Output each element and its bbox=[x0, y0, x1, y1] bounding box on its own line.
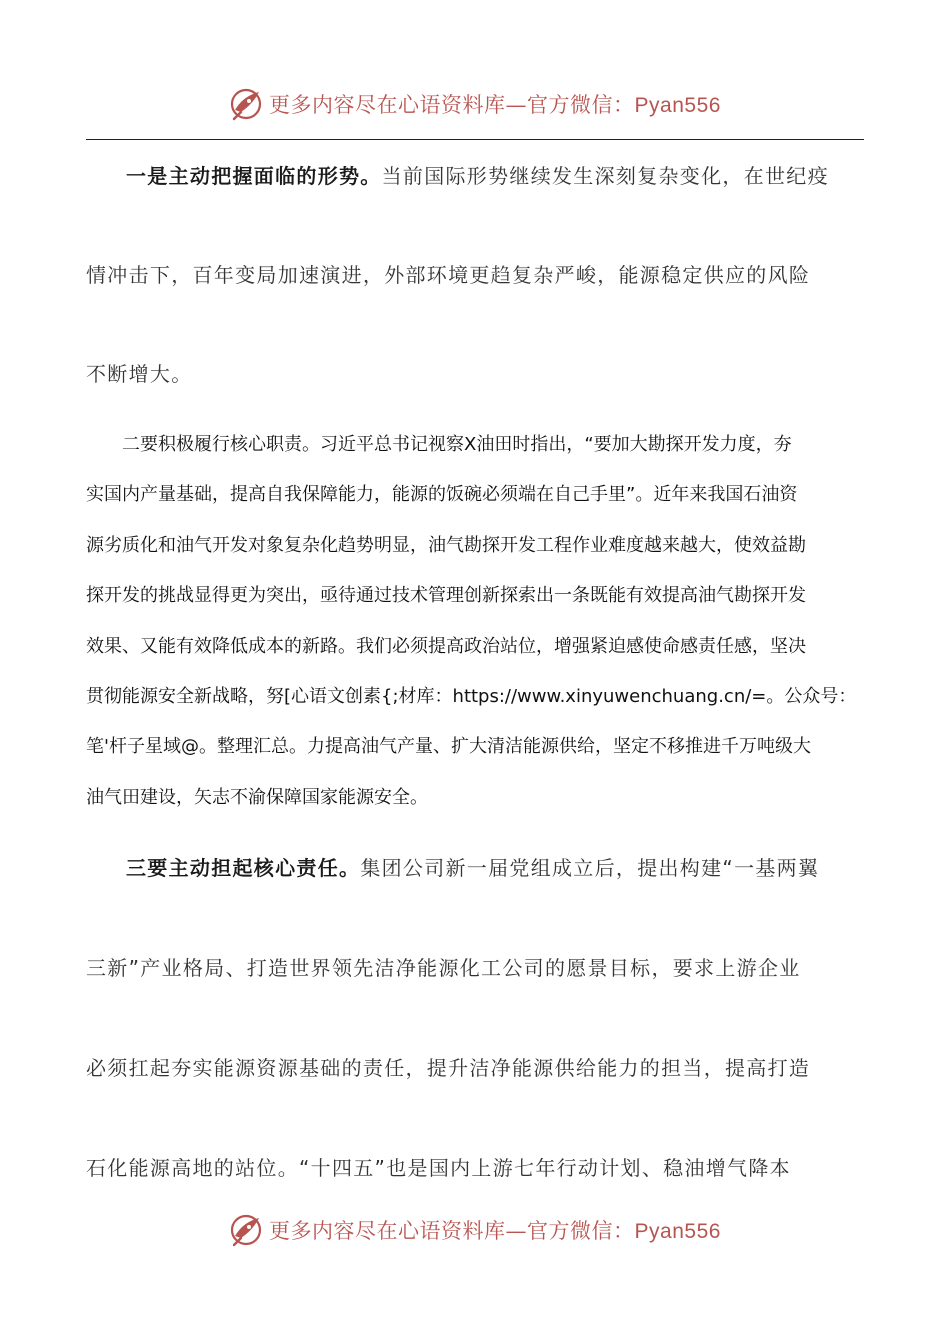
banner-text: 更多内容尽在心语资料库—官方微信：Pyan556 bbox=[269, 1219, 721, 1243]
paragraph-1-line-1: 一是主动把握面临的形势。当前国际形势继续发生深刻复杂变化，在世纪疫 bbox=[126, 164, 829, 188]
pen-nib-logo-icon bbox=[229, 86, 265, 122]
banner-wechat-id: Pyan556 bbox=[634, 94, 721, 117]
header-banner bbox=[0, 82, 950, 126]
paragraph-2-line: 油气田建设，矢志不渝保障国家能源安全。 bbox=[86, 786, 428, 808]
paragraph-2-line: 二要积极履行核心职责。习近平总书记视察Ⅹ油田时指出，“要加大勘探开发力度，夯 bbox=[122, 434, 792, 455]
paragraph-3-line-4: 石化能源高地的站位。“十四五”也是国内上游七年行动计划、稳油增气降本 bbox=[86, 1156, 791, 1180]
paragraph-2-line: 贯彻能源安全新战略，努[心语文创素{;材库：https://www.xinyuwenchuang.cn/=。公众号： bbox=[86, 685, 857, 707]
header-divider bbox=[86, 139, 864, 140]
paragraph-1-heading: 一是主动把握面临的形势。 bbox=[126, 164, 382, 188]
paragraph-3-line-1: 三要主动担起核心责任。集团公司新一届党组成立后，提出构建“一基两翼 bbox=[126, 856, 820, 880]
paragraph-1-line-2: 情冲击下，百年变局加速演进，外部环境更趋复杂严峻，能源稳定供应的风险 bbox=[86, 263, 811, 287]
pen-nib-logo-icon bbox=[229, 1212, 265, 1248]
banner-wechat-id: Pyan556 bbox=[634, 1220, 721, 1243]
paragraph-2-line: 实国内产量基础，提高自我保障能力，能源的饭碗必须端在自己手里”。近年来我国石油资 bbox=[86, 484, 798, 506]
paragraph-3-line-3: 必须扛起夯实能源资源基础的责任，提升洁净能源供给能力的担当，提高打造 bbox=[86, 1056, 811, 1080]
paragraph-3-heading: 三要主动担起核心责任。 bbox=[126, 856, 361, 880]
paragraph-2-line: 笔'杆子星域@。整理汇总。力提高油气产量、扩大清洁能源供给，坚定不移推进千万吨级大 bbox=[86, 736, 811, 758]
paragraph-2 bbox=[86, 432, 864, 835]
paragraph-1-line-3: 不断增大。 bbox=[86, 362, 193, 386]
paragraph-2-line: 源劣质化和油气开发对象复杂化趋势明显，油气勘探开发工程作业难度越来越大，使效益勘 bbox=[86, 534, 806, 556]
paragraph-2-line: 效果、又能有效降低成本的新路。我们必须提高政治站位，增强紧迫感使命感责任感，坚决 bbox=[86, 635, 806, 657]
paragraph-2-line: 探开发的挑战显得更为突出，亟待通过技术管理创新探索出一条既能有效提高油气勘探开发 bbox=[86, 585, 806, 607]
banner-text: 更多内容尽在心语资料库—官方微信：Pyan556 bbox=[269, 93, 721, 117]
footer-banner bbox=[0, 1208, 950, 1252]
paragraph-3-line-2: 三新”产业格局、打造世界领先洁净能源化工公司的愿景目标，要求上游企业 bbox=[86, 956, 801, 980]
